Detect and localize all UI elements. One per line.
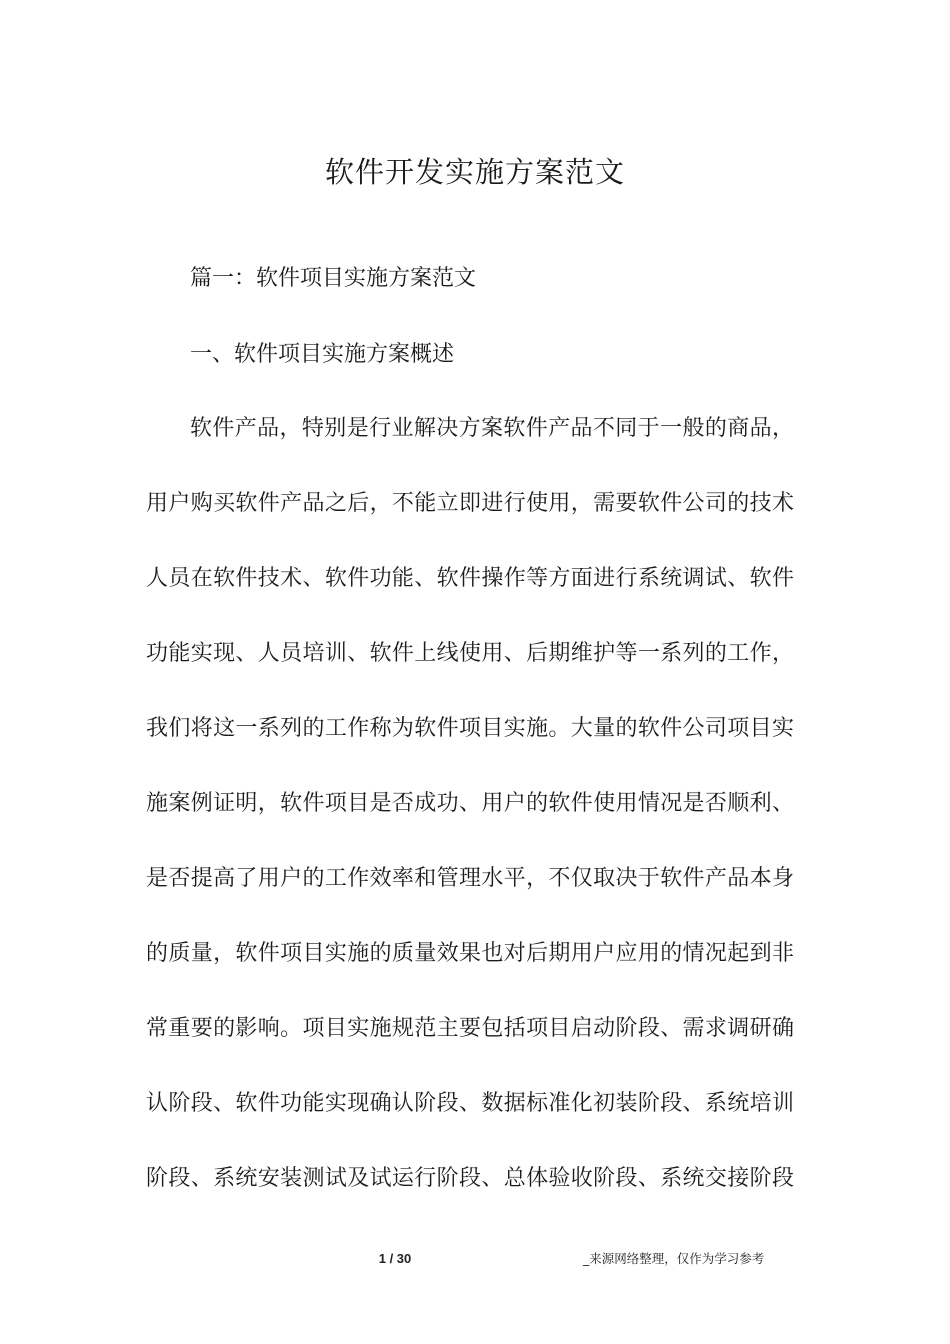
paragraph-line: 施案例证明，软件项目是否成功、用户的软件使用情况是否顺利、	[146, 791, 794, 816]
paragraph-line: 认阶段、软件功能实现确认阶段、数据标准化初装阶段、系统培训	[146, 1091, 794, 1116]
paragraph-line: 我们将这一系列的工作称为软件项目实施。大量的软件公司项目实	[146, 716, 794, 741]
page-number: 1 / 30	[378, 1251, 412, 1266]
paragraph-line: 用户购买软件产品之后，不能立即进行使用，需要软件公司的技术	[146, 491, 794, 516]
document-title: 软件开发实施方案范文	[324, 155, 625, 189]
paragraph-line: 软件产品，特别是行业解决方案软件产品不同于一般的商品，	[190, 416, 794, 441]
paragraph-line: 人员在软件技术、软件功能、软件操作等方面进行系统调试、软件	[146, 566, 794, 591]
section-heading-overview: 一、软件项目实施方案概述	[190, 342, 455, 367]
paragraph-line: 常重要的影响。项目实施规范主要包括项目启动阶段、需求调研确	[146, 1016, 794, 1041]
section-heading-part: 篇一：软件项目实施方案范文	[190, 266, 477, 291]
paragraph-line: 的质量，软件项目实施的质量效果也对后期用户应用的情况起到非	[146, 941, 794, 966]
footer-note: _来源网络整理，仅作为学习参考	[583, 1251, 765, 1266]
paragraph-line: 阶段、系统安装测试及试运行阶段、总体验收阶段、系统交接阶段	[146, 1166, 794, 1191]
paragraph-line: 功能实现、人员培训、软件上线使用、后期维护等一系列的工作，	[146, 641, 794, 666]
paragraph-line: 是否提高了用户的工作效率和管理水平，不仅取决于软件产品本身	[146, 866, 794, 891]
